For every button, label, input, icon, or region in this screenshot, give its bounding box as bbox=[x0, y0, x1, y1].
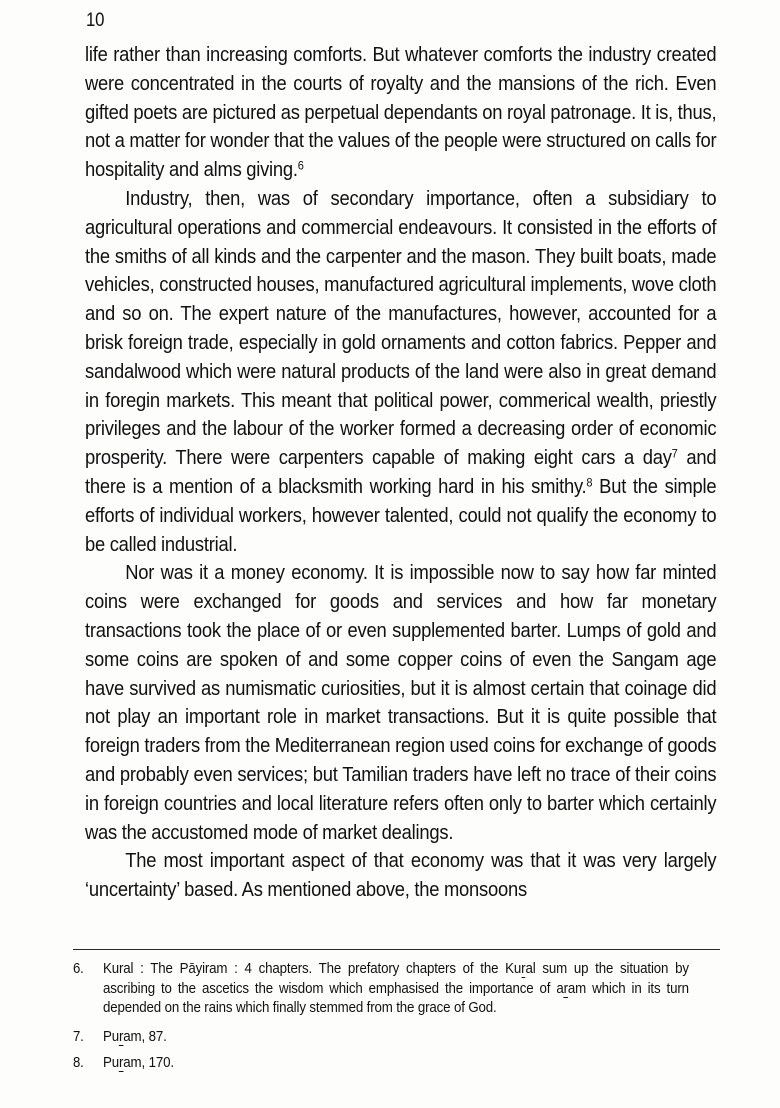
paragraph-2-text-before-note-7: Industry, then, was of secondary importance, often a subsidiary to agricultural operations and commercial endeavours. It consisted in the efforts of the smiths of all kinds and the carpenter and the mason. They built boats, made vehicles, constructed houses, manufactured agricultural implements, wove cloth and so on. The expert nature of the manufactures, however, accounted for a brisk foreign trade, especially in gold ornaments and cotton fabrics. Pepper and sandalwood which were natural products of the land were also in great demand in foregin markets. This meant that political power, commerical wealth, priestly privileges and the labour of the worker formed a decreasing order of economic prosperity. There were carpenters capable of making eight cars a day bbox=[85, 187, 717, 470]
footnote-number-7: 7. bbox=[73, 1028, 84, 1045]
footnote-item-7 bbox=[73, 1028, 733, 1048]
paragraph-1 bbox=[85, 41, 716, 185]
paragraph-2 bbox=[85, 185, 716, 559]
footnote-6-seg-4: am which in its turn depended on the rains which finally stemmed from the grace of God. bbox=[103, 980, 689, 1017]
footnote-number-6: 6. bbox=[73, 961, 84, 977]
footnote-6-diacritic-r1: r bbox=[521, 961, 526, 977]
footnote-item-6 bbox=[73, 960, 733, 1019]
footnote-text-7 bbox=[103, 1028, 689, 1048]
footnote-number-8: 8. bbox=[73, 1055, 84, 1072]
footnote-item-8 bbox=[73, 1054, 733, 1074]
paragraph-1-text: life rather than increasing comforts. But whatever comforts the industry created were concentrated in the courts of royalty and the mansions of the rich. Even gifted poets are pictured as perpetual dependants on royal patronage. It is, thus, not a matter for wonder that the values of the people were structured on calls for hospitality and alms giving. bbox=[85, 44, 717, 182]
footnote-separator-rule bbox=[73, 949, 720, 950]
footnotes-section bbox=[73, 960, 733, 1076]
footnote-8-seg-2: am, 170. bbox=[123, 1055, 174, 1072]
footnote-6-diacritic-r2: r bbox=[563, 980, 568, 997]
footnote-text-6 bbox=[103, 960, 689, 1019]
paragraph-4: The most important aspect of that economy was that it was very largely ‘uncertainty’ based. As mentioned above, the monsoons bbox=[85, 850, 717, 902]
footnote-8-diacritic-r: r bbox=[118, 1055, 124, 1072]
footnote-marker-8[interactable]: 8 bbox=[586, 475, 593, 490]
footnote-7-seg-2: am, 87. bbox=[123, 1028, 167, 1045]
footnote-marker-7[interactable]: 7 bbox=[671, 446, 678, 461]
footnote-7-seg-1: Pu bbox=[103, 1028, 119, 1045]
footnote-marker-6[interactable]: 6 bbox=[297, 158, 304, 173]
footnote-text-8 bbox=[103, 1054, 689, 1074]
body-text-column bbox=[85, 41, 717, 905]
footnote-6-seg-3: l sum up the situation by ascribing to the ascetics the wisdom which emphasised the importance of a bbox=[103, 961, 689, 997]
footnote-6-seg-1: Kural : The Pāyiram : 4 chapters. The prefatory chapters of the Ku bbox=[103, 961, 522, 977]
paragraph-2-text-between-notes: and there is a mention of a blacksmith working hard in his smithy. bbox=[85, 447, 717, 498]
page-number: 10 bbox=[86, 10, 105, 31]
footnote-7-diacritic-r: r bbox=[118, 1028, 124, 1045]
footnote-6-seg-2: a bbox=[525, 961, 533, 977]
paragraph-2-text-after-note-8: But the simple efforts of individual workers, however talented, could not qualify the economy to be called industrial. bbox=[85, 475, 717, 556]
paragraph-3: Nor was it a money economy. It is impossible now to say how far minted coins were exchanged for goods and services and how far monetary transactions took the place of or even supplemented barter. Lumps of gold and some coins are spoken of and some copper coins of even the Sangam age have survived as numismatic curiosities, but it is almost certain that coinage did not play an important role in market transactions. But it is quite possible that foreign traders from the Mediterranean region used coins for exchange of goods and probably even services; but Tamilian traders have left no trace of their coins in foreign countries and local literature refers often only to barter which certainly was the accustomed mode of market dealings. bbox=[85, 562, 717, 844]
footnote-8-seg-1: Pu bbox=[103, 1055, 119, 1072]
